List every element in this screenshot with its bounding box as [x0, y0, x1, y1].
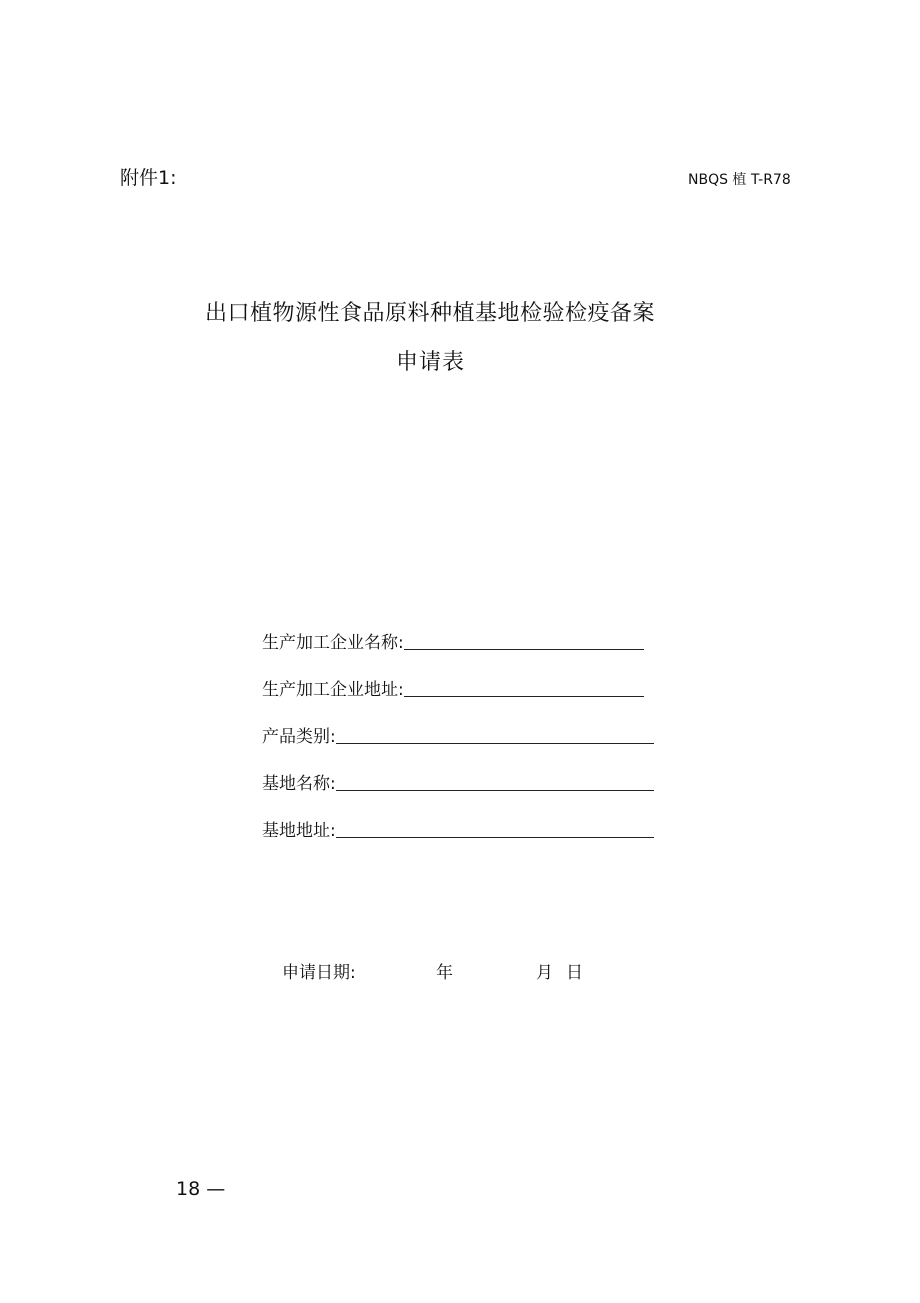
date-month-label: 月 [536, 963, 553, 983]
attachment-label: 附件1: [120, 167, 177, 189]
document-code: NBQS 植 T-R78 [688, 172, 791, 188]
fill-in-line[interactable] [404, 696, 644, 697]
date-day-label: 日 [566, 963, 583, 983]
field-label: 基地名称: [262, 774, 336, 794]
page-subtitle: 申请表 [396, 350, 466, 375]
field-label: 产品类别: [262, 727, 336, 747]
fill-in-line[interactable] [336, 837, 654, 838]
fill-in-line[interactable] [336, 743, 654, 744]
field-label: 生产加工企业名称: [262, 633, 404, 653]
page-title: 出口植物源性食品原料种植基地检验检疫备案 [204, 301, 655, 326]
base-address-field[interactable] [262, 817, 654, 841]
application-date-label: 申请日期: [282, 963, 356, 983]
enterprise-address-field[interactable] [262, 676, 644, 700]
base-name-field[interactable] [262, 770, 654, 794]
fill-in-line[interactable] [336, 790, 654, 791]
enterprise-name-field[interactable] [262, 629, 644, 653]
product-category-field[interactable] [262, 723, 654, 747]
field-label: 生产加工企业地址: [262, 680, 404, 700]
fill-in-line[interactable] [404, 649, 644, 650]
page-number: 18 — [176, 1178, 226, 1200]
field-label: 基地地址: [262, 821, 336, 841]
date-year-label: 年 [436, 963, 453, 983]
